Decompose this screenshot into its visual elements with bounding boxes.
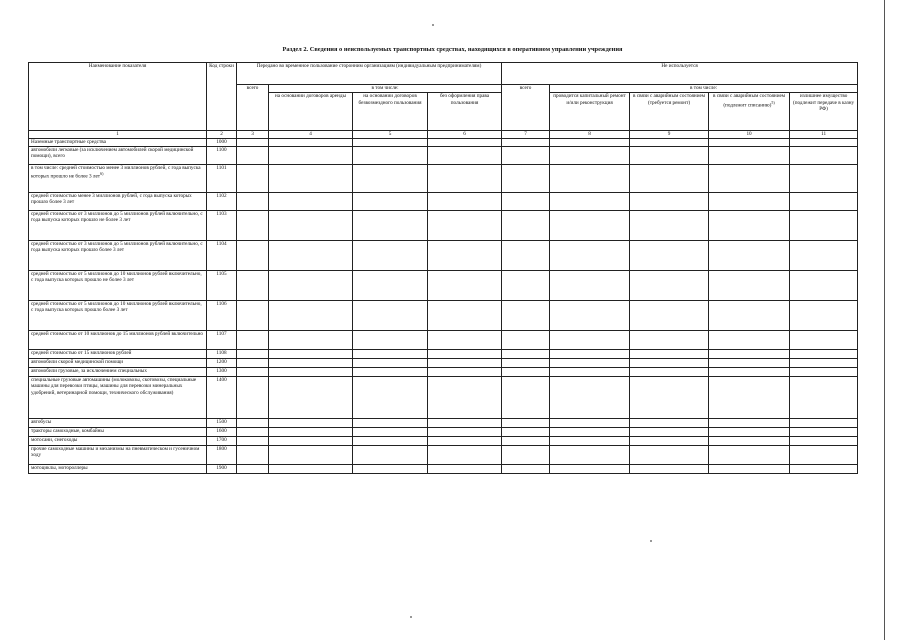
row-code: 1000 [207,138,237,146]
value-cell-col-4[interactable] [269,358,353,367]
value-cell-col-3[interactable] [237,330,269,349]
value-cell-col-11[interactable] [790,464,858,473]
table-row [29,192,858,210]
value-cell-col-7[interactable] [502,192,550,210]
value-cell-col-3[interactable] [237,464,269,473]
value-cell-col-3[interactable] [237,436,269,445]
row-code: 1101 [207,164,237,192]
value-cell-col-11[interactable] [790,349,858,358]
value-cell-col-7[interactable] [502,436,550,445]
row-code: 1800 [207,445,237,464]
value-cell-col-5[interactable] [353,240,428,270]
value-cell-col-8[interactable] [550,138,630,146]
value-cell-col-4[interactable] [269,270,353,300]
value-cell-col-10[interactable] [709,464,790,473]
col-num-5: 5 [353,131,428,139]
header-excess-property: излишнее имущество (подлежит передаче в казну РФ) [790,93,858,131]
value-cell-col-10[interactable] [709,164,790,192]
value-cell-col-5[interactable] [353,210,428,240]
header-write-off-footnote: 5) [771,99,775,105]
value-cell-col-11[interactable] [790,445,858,464]
table-row [29,164,858,192]
value-cell-col-4[interactable] [269,418,353,427]
row-code: 1107 [207,330,237,349]
row-name-text: тракторы самоходные, комбайны [31,427,104,434]
col-num-6: 6 [428,131,502,139]
row-code: 1105 [207,270,237,300]
value-cell-col-3[interactable] [237,367,269,376]
value-cell-col-9[interactable] [630,418,709,427]
value-cell-col-6[interactable] [428,210,502,240]
row-name [29,367,207,376]
value-cell-col-9[interactable] [630,192,709,210]
row-name-text: автомобили легковые (за исключением автомобилей скорой медицинской помощи), всего [31,146,194,160]
row-name-text: автомобили скорой медицинской помощи [31,358,124,365]
value-cell-col-11[interactable] [790,330,858,349]
value-cell-col-10[interactable] [709,270,790,300]
value-cell-col-11[interactable] [790,146,858,164]
col-num-9: 9 [630,131,709,139]
column-number-row [29,131,858,139]
row-name [29,358,207,367]
value-cell-col-9[interactable] [630,367,709,376]
row-name [29,427,207,436]
value-cell-col-4[interactable] [269,436,353,445]
value-cell-col-5[interactable] [353,146,428,164]
row-code: 1104 [207,240,237,270]
row-code: 1103 [207,210,237,240]
header-name: Наименование показателя [29,63,207,131]
table-row [29,376,858,418]
value-cell-col-8[interactable] [550,418,630,427]
table-row [29,464,858,473]
table-row [29,436,858,445]
value-cell-col-8[interactable] [550,349,630,358]
value-cell-col-4[interactable] [269,464,353,473]
value-cell-col-9[interactable] [630,464,709,473]
value-cell-col-3[interactable] [237,349,269,358]
value-cell-col-9[interactable] [630,436,709,445]
value-cell-col-6[interactable] [428,240,502,270]
value-cell-col-9[interactable] [630,146,709,164]
value-cell-col-9[interactable] [630,138,709,146]
value-cell-col-4[interactable] [269,138,353,146]
value-cell-col-7[interactable] [502,427,550,436]
row-name [29,376,207,418]
value-cell-col-6[interactable] [428,164,502,192]
value-cell-col-11[interactable] [790,192,858,210]
header-row-1 [29,63,858,85]
row-name [29,436,207,445]
row-code: 1400 [207,376,237,418]
row-name-text: автомобили грузовые, за исключением специальных [31,367,147,374]
value-cell-col-11[interactable] [790,210,858,240]
value-cell-col-9[interactable] [630,164,709,192]
scan-speck [650,540,652,542]
row-code: 1500 [207,418,237,427]
table-row [29,210,858,240]
row-name-text: средней стоимостью от 15 миллионов рублей [31,349,132,356]
value-cell-col-8[interactable] [550,300,630,330]
value-cell-col-6[interactable] [428,192,502,210]
row-code: 1900 [207,464,237,473]
value-cell-col-3[interactable] [237,300,269,330]
value-cell-col-7[interactable] [502,138,550,146]
table-row [29,418,858,427]
value-cell-col-8[interactable] [550,270,630,300]
header-write-off [709,93,790,131]
value-cell-col-4[interactable] [269,330,353,349]
header-no-rights: без оформления права пользования [428,93,502,131]
value-cell-col-8[interactable] [550,427,630,436]
value-cell-col-9[interactable] [630,445,709,464]
row-name [29,146,207,164]
value-cell-col-6[interactable] [428,436,502,445]
value-cell-col-6[interactable] [428,445,502,464]
value-cell-col-9[interactable] [630,427,709,436]
value-cell-col-5[interactable] [353,445,428,464]
row-name-text: специальные грузовые автомашины (молоковозы, скотовозы, специальные машины для перевозки птицы, машины для перевозки минеральных удобрений, ветеринарной помощи, технического обслуживания) [31,376,197,396]
value-cell-col-10[interactable] [709,427,790,436]
value-cell-col-10[interactable] [709,376,790,418]
table-row [29,358,858,367]
value-cell-col-7[interactable] [502,349,550,358]
col-num-11: 11 [790,131,858,139]
value-cell-col-6[interactable] [428,330,502,349]
value-cell-col-5[interactable] [353,376,428,418]
row-name-text: средней стоимостью от 10 миллионов до 15 миллионов рублей включительно [31,330,203,337]
value-cell-col-9[interactable] [630,376,709,418]
value-cell-col-3[interactable] [237,138,269,146]
row-name-text: в том числе: средней стоимостью менее 3 миллионов рублей, с года выпуска которых прошло не более 3 лет [31,164,201,180]
header-free-use: на основании договоров безвозмездного пользования [353,93,428,131]
row-name-text: Наземные транспортные средства [31,138,106,145]
value-cell-col-11[interactable] [790,300,858,330]
section-title: Раздел 2. Сведения о неиспользуемых транспортных средствах, находящихся в оперативном управлении учреждения [282,46,623,53]
value-cell-col-7[interactable] [502,367,550,376]
table-row [29,240,858,270]
value-cell-col-11[interactable] [790,164,858,192]
value-cell-col-7[interactable] [502,270,550,300]
value-cell-col-3[interactable] [237,240,269,270]
table-row [29,330,858,349]
value-cell-col-4[interactable] [269,367,353,376]
row-name [29,270,207,300]
value-cell-col-8[interactable] [550,376,630,418]
value-cell-col-8[interactable] [550,192,630,210]
value-cell-col-8[interactable] [550,367,630,376]
value-cell-col-6[interactable] [428,376,502,418]
table-row [29,427,858,436]
value-cell-col-11[interactable] [790,240,858,270]
value-cell-col-4[interactable] [269,146,353,164]
scan-edge-line [884,0,885,640]
header-incl-transferred: в том числе: [269,85,502,93]
value-cell-col-10[interactable] [709,358,790,367]
value-cell-col-6[interactable] [428,300,502,330]
value-cell-col-11[interactable] [790,270,858,300]
value-cell-col-8[interactable] [550,240,630,270]
value-cell-col-7[interactable] [502,418,550,427]
value-cell-col-5[interactable] [353,427,428,436]
value-cell-col-3[interactable] [237,146,269,164]
table-row [29,445,858,464]
col-num-8: 8 [550,131,630,139]
value-cell-col-9[interactable] [630,210,709,240]
value-cell-col-5[interactable] [353,164,428,192]
value-cell-col-9[interactable] [630,240,709,270]
row-name-text: средней стоимостью менее 3 миллионов рублей, с года выпуска которых прошло более 3 лет [31,192,192,206]
value-cell-col-5[interactable] [353,418,428,427]
value-cell-col-10[interactable] [709,192,790,210]
value-cell-col-9[interactable] [630,349,709,358]
row-name [29,418,207,427]
col-num-7: 7 [502,131,550,139]
value-cell-col-10[interactable] [709,367,790,376]
row-name-text: мотоциклы, мотороллеры [31,464,88,471]
header-rent: на основании договоров аренды [269,93,353,131]
value-cell-col-7[interactable] [502,146,550,164]
col-num-4: 4 [269,131,353,139]
value-cell-col-11[interactable] [790,376,858,418]
value-cell-col-5[interactable] [353,138,428,146]
value-cell-col-6[interactable] [428,349,502,358]
row-name-text: средней стоимостью от 3 миллионов до 5 миллионов рублей включительно, с года выпуска которых прошло более 3 лет [31,240,203,254]
value-cell-col-4[interactable] [269,164,353,192]
value-cell-col-7[interactable] [502,376,550,418]
value-cell-col-10[interactable] [709,436,790,445]
value-cell-col-10[interactable] [709,240,790,270]
value-cell-col-10[interactable] [709,349,790,358]
value-cell-col-9[interactable] [630,358,709,367]
value-cell-col-7[interactable] [502,210,550,240]
header-emergency-repair: в связи с аварийным состоянием (требуется ремонт) [630,93,709,131]
value-cell-col-5[interactable] [353,367,428,376]
value-cell-col-5[interactable] [353,464,428,473]
value-cell-col-7[interactable] [502,358,550,367]
value-cell-col-7[interactable] [502,330,550,349]
value-cell-col-7[interactable] [502,240,550,270]
value-cell-col-8[interactable] [550,436,630,445]
row-name-text: прочие самоходные машины и механизмы на пневматическом и гусеничном ходу [31,445,200,459]
row-name-text: средней стоимостью от 5 миллионов до 10 миллионов рублей включительно, с года выпуска которых прошло более 3 лет [31,300,202,314]
value-cell-col-5[interactable] [353,349,428,358]
value-cell-col-8[interactable] [550,164,630,192]
row-code: 1106 [207,300,237,330]
value-cell-col-8[interactable] [550,464,630,473]
row-name [29,349,207,358]
value-cell-col-5[interactable] [353,358,428,367]
value-cell-col-11[interactable] [790,138,858,146]
value-cell-col-6[interactable] [428,146,502,164]
transport-form-table [28,62,858,474]
header-transferred-group: Передано во временное пользование сторонним организациям (индивидуальным предпринимателям) [237,63,502,85]
value-cell-col-3[interactable] [237,445,269,464]
value-cell-col-4[interactable] [269,300,353,330]
value-cell-col-4[interactable] [269,376,353,418]
value-cell-col-10[interactable] [709,146,790,164]
value-cell-col-5[interactable] [353,300,428,330]
value-cell-col-11[interactable] [790,358,858,367]
value-cell-col-4[interactable] [269,210,353,240]
value-cell-col-3[interactable] [237,427,269,436]
row-name [29,210,207,240]
row-name [29,330,207,349]
value-cell-col-8[interactable] [550,358,630,367]
value-cell-col-3[interactable] [237,210,269,240]
value-cell-col-6[interactable] [428,358,502,367]
value-cell-col-4[interactable] [269,427,353,436]
row-name [29,240,207,270]
row-code: 1102 [207,192,237,210]
row-name [29,464,207,473]
table-row [29,270,858,300]
value-cell-col-4[interactable] [269,349,353,358]
value-cell-col-10[interactable] [709,330,790,349]
row-code: 1200 [207,358,237,367]
value-cell-col-6[interactable] [428,270,502,300]
value-cell-col-6[interactable] [428,138,502,146]
value-cell-col-10[interactable] [709,138,790,146]
col-num-1: 1 [29,131,207,139]
header-unused-group: Не используется [502,63,858,85]
value-cell-col-11[interactable] [790,427,858,436]
value-cell-col-10[interactable] [709,445,790,464]
value-cell-col-7[interactable] [502,164,550,192]
row-code: 1108 [207,349,237,358]
value-cell-col-6[interactable] [428,367,502,376]
table-row [29,349,858,358]
header-write-off-text: в связи с аварийным состоянием (подлежит списанию) [713,93,786,109]
value-cell-col-9[interactable] [630,270,709,300]
row-name [29,192,207,210]
value-cell-col-7[interactable] [502,300,550,330]
value-cell-col-7[interactable] [502,445,550,464]
value-cell-col-8[interactable] [550,330,630,349]
value-cell-col-5[interactable] [353,192,428,210]
table-row [29,138,858,146]
value-cell-col-10[interactable] [709,210,790,240]
value-cell-col-3[interactable] [237,358,269,367]
row-code: 1600 [207,427,237,436]
value-cell-col-3[interactable] [237,270,269,300]
value-cell-col-3[interactable] [237,418,269,427]
row-name-text: средней стоимостью от 3 миллионов до 5 миллионов рублей включительно, с года выпуска которых прошло не более 3 лет [31,210,203,224]
col-num-2: 2 [207,131,237,139]
value-cell-col-7[interactable] [502,464,550,473]
value-cell-col-8[interactable] [550,210,630,240]
row-name [29,445,207,464]
scan-speck [432,24,434,26]
row-name-text: автобусы [31,418,52,425]
value-cell-col-8[interactable] [550,445,630,464]
table-row [29,300,858,330]
header-total-transferred: всего [237,85,269,131]
table-row [29,146,858,164]
value-cell-col-4[interactable] [269,240,353,270]
row-code: 1100 [207,146,237,164]
value-cell-col-4[interactable] [269,192,353,210]
value-cell-col-3[interactable] [237,164,269,192]
value-cell-col-9[interactable] [630,330,709,349]
value-cell-col-11[interactable] [790,367,858,376]
header-total-unused: всего [502,85,550,131]
header-incl-unused: в том числе: [550,85,858,93]
value-cell-col-3[interactable] [237,192,269,210]
value-cell-col-4[interactable] [269,445,353,464]
value-cell-col-11[interactable] [790,436,858,445]
header-code: Код строки [207,63,237,131]
row-footnote: 6) [100,171,104,177]
value-cell-col-5[interactable] [353,436,428,445]
col-num-10: 10 [709,131,790,139]
value-cell-col-11[interactable] [790,418,858,427]
value-cell-col-8[interactable] [550,146,630,164]
value-cell-col-6[interactable] [428,418,502,427]
value-cell-col-10[interactable] [709,418,790,427]
value-cell-col-5[interactable] [353,330,428,349]
row-name-text: мотосани, снегоходы [31,436,78,443]
header-repair: проводится капитальный ремонт и/или реконструкция [550,93,630,131]
value-cell-col-6[interactable] [428,464,502,473]
value-cell-col-5[interactable] [353,270,428,300]
row-name [29,300,207,330]
value-cell-col-3[interactable] [237,376,269,418]
row-name-text: средней стоимостью от 5 миллионов до 10 миллионов рублей включительно, с года выпуска которых прошло не более 3 лет [31,270,202,284]
row-name [29,164,207,192]
row-name [29,138,207,146]
value-cell-col-9[interactable] [630,300,709,330]
value-cell-col-6[interactable] [428,427,502,436]
row-code: 1700 [207,436,237,445]
scan-speck [410,616,412,618]
row-code: 1300 [207,367,237,376]
table-row [29,367,858,376]
value-cell-col-10[interactable] [709,300,790,330]
col-num-3: 3 [237,131,269,139]
